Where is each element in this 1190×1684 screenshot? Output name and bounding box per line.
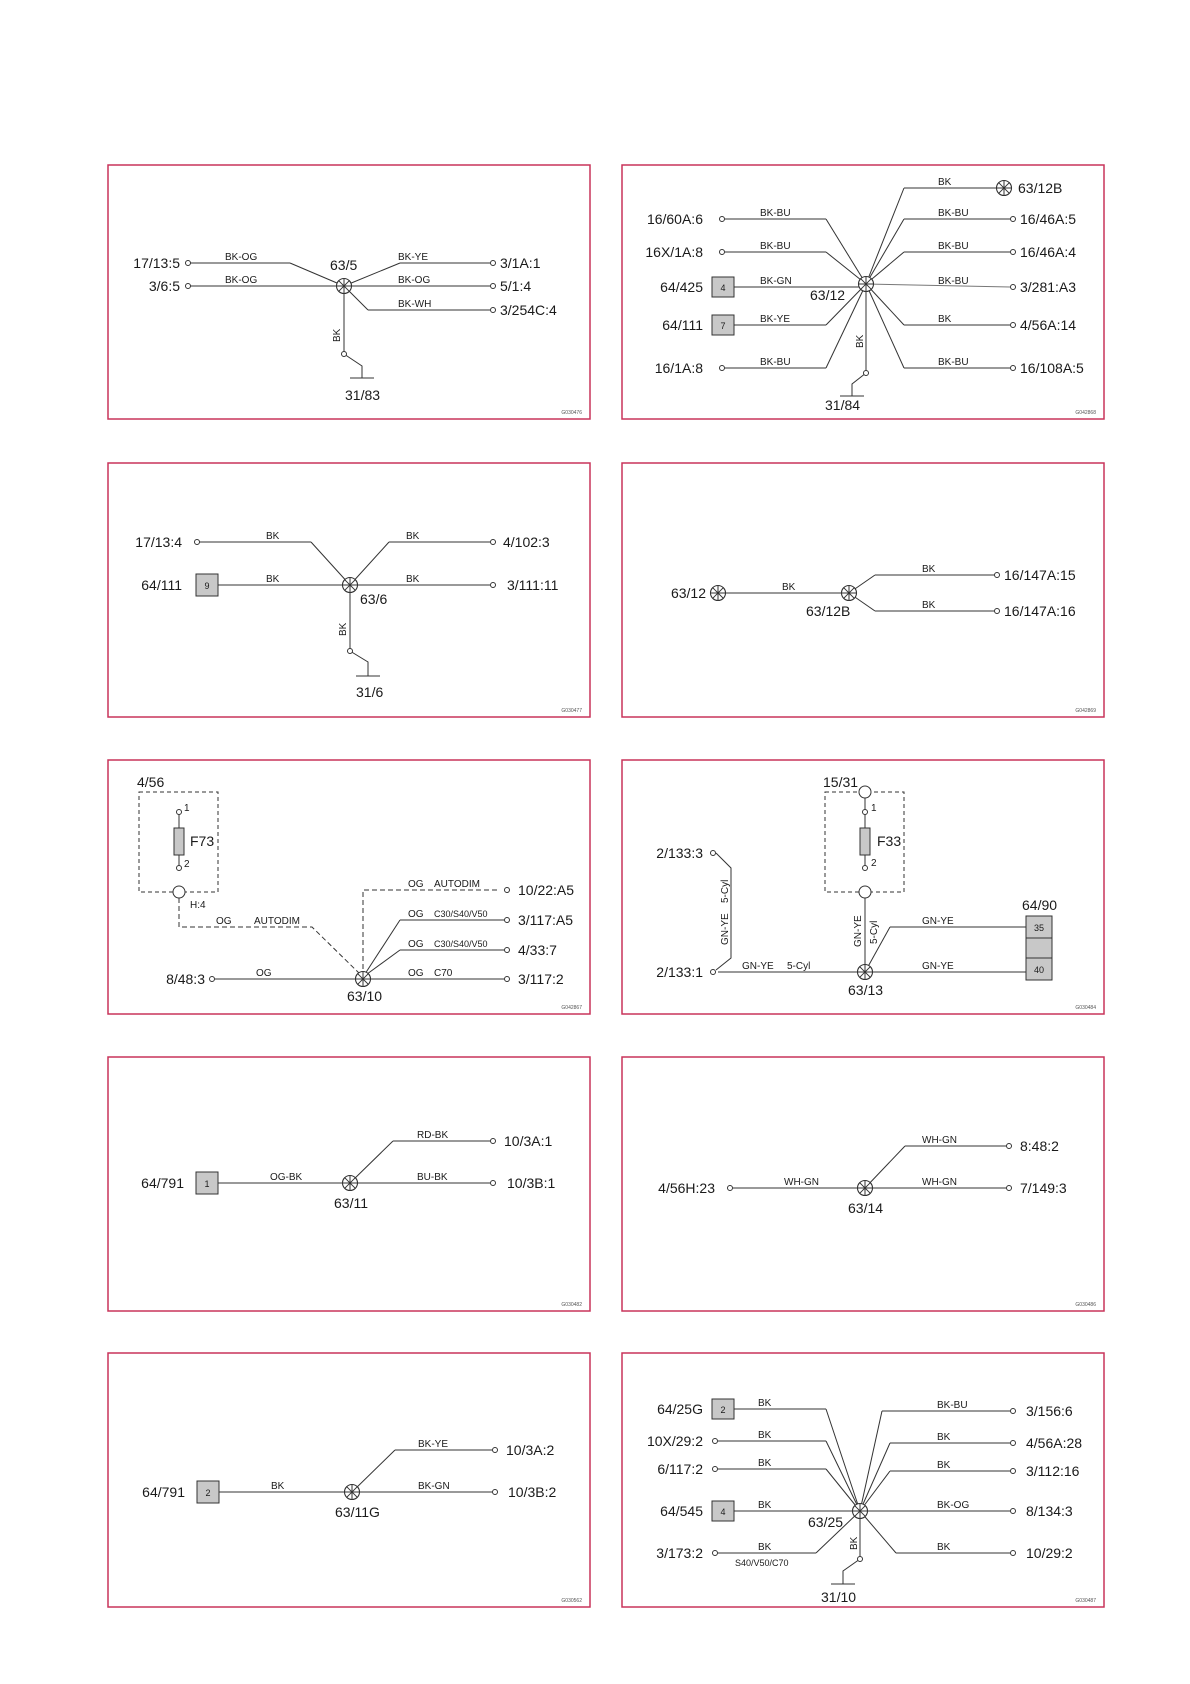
wire-color-label: BK — [938, 314, 952, 325]
connector-label: 3/254C:4 — [500, 302, 557, 318]
connector-label: 63/12 — [670, 585, 706, 601]
fuse-label: F73 — [190, 833, 215, 849]
wire-color-label: GN-YE — [922, 916, 954, 927]
connector-label: 64/111 — [662, 317, 703, 333]
wire-color-label: BK — [332, 328, 343, 342]
connector-label: 3/281:A3 — [1020, 279, 1077, 295]
ground-label: 31/6 — [356, 684, 384, 700]
pin-number: 4 — [720, 1507, 726, 1517]
connector-label: 3/173:2 — [656, 1545, 703, 1561]
connector-label: 4/102:3 — [503, 534, 550, 550]
figure-code: G030476 — [561, 410, 582, 416]
figure-code: G030482 — [561, 1302, 582, 1308]
pin-number: 40 — [1033, 965, 1045, 975]
splice-label: 63/5 — [330, 257, 358, 273]
connector-label: 64/791 — [141, 1175, 184, 1191]
connector-label: 10/22:A5 — [518, 882, 575, 898]
figure-code: G030484 — [1075, 1005, 1096, 1011]
wire-color-label: BK — [266, 574, 280, 585]
wire-color-label: BK — [855, 334, 866, 348]
splice-label: 63/11 — [334, 1195, 368, 1211]
connector-label: 64/90 — [1022, 897, 1058, 913]
connector-label: 3/1A:1 — [500, 255, 541, 271]
connector-label: 2/133:1 — [656, 964, 703, 980]
wire-color-label: BK-BU — [938, 241, 969, 252]
connector-label: 8/48:3 — [166, 971, 205, 987]
wire-color-label: BK-BU — [760, 208, 791, 219]
fuse-label: F33 — [877, 833, 902, 849]
wire-color-label: OG — [408, 909, 424, 920]
connector-label: 16/46A:4 — [1020, 244, 1077, 260]
connector-label: 3/112:16 — [1026, 1463, 1080, 1479]
splice-icon — [853, 1504, 868, 1519]
wire-color-label: BK-GN — [760, 276, 792, 287]
connector-label: 16/108A:5 — [1020, 360, 1084, 376]
pin-number: 2 — [720, 1405, 726, 1415]
wire-note-label: S40/V50/C70 — [735, 1558, 789, 1568]
wire-color-label: BU-BK — [417, 1172, 448, 1183]
connector-label: 3/117:2 — [518, 971, 564, 987]
wire-color-label: BK — [338, 622, 349, 636]
splice-label: 63/10 — [347, 988, 383, 1004]
wire-note-label: AUTODIM — [434, 879, 480, 890]
connector-label: 16/147A:16 — [1004, 603, 1076, 619]
connector-label: 6/117:2 — [657, 1461, 703, 1477]
pin-number: 1 — [204, 1179, 210, 1189]
wire-color-label: GN-YE — [922, 961, 954, 972]
figure-code: G030562 — [561, 1598, 582, 1604]
connector-label: 8/134:3 — [1026, 1503, 1073, 1519]
figure-code: G030477 — [561, 708, 582, 714]
splice-icon — [842, 586, 857, 601]
connector-label: 16X/1A:8 — [645, 244, 703, 260]
wire-color-label: BK — [406, 574, 420, 585]
wire-color-label: OG — [256, 968, 272, 979]
panel-p10 — [712, 1399, 1016, 1584]
ground-label: 31/84 — [825, 397, 861, 413]
connector-label: 4/56A:28 — [1026, 1435, 1083, 1451]
connector-label: 64/791 — [142, 1484, 185, 1500]
splice-icon — [858, 1181, 873, 1196]
wire-color-label: BK-OG — [398, 275, 431, 286]
wire-color-label: BK-YE — [760, 314, 791, 325]
wire-color-label: BK — [922, 564, 936, 575]
connector-label: 64/545 — [660, 1503, 703, 1519]
connector-label: 10/3A:2 — [506, 1442, 555, 1458]
panel-p3 — [195, 540, 496, 677]
wire-color-label: BK — [758, 1500, 772, 1511]
ground-label: 31/10 — [821, 1589, 857, 1605]
connector-label: 4/56H:23 — [658, 1180, 715, 1196]
pin-number: 9 — [204, 581, 210, 591]
wire-color-label: BK-OG — [225, 275, 258, 286]
wire-color-label: OG — [408, 879, 424, 890]
splice-label: 63/14 — [848, 1200, 884, 1216]
connector-label: 16/1A:8 — [654, 360, 703, 376]
splice-label: 63/6 — [360, 591, 388, 607]
splice-icon — [343, 578, 358, 593]
wire-color-label: BK — [937, 1432, 951, 1443]
panel-p2 — [712, 188, 1016, 396]
wire-note-label: 5-Cyl — [787, 961, 811, 972]
wire-color-label: BK-BU — [760, 357, 791, 368]
wire-color-label: GN-YE — [853, 915, 864, 947]
connector-label: 16/147A:15 — [1004, 567, 1076, 583]
wire-note-label: C30/S40/V50 — [434, 909, 488, 919]
wire-color-label: GN-YE — [720, 913, 731, 945]
splice-icon — [337, 279, 352, 294]
fuse-box-label: 4/56 — [137, 774, 165, 790]
fuse-box-label: 15/31 — [823, 774, 859, 790]
wire-color-label: WH-GN — [922, 1135, 957, 1146]
connector-label: 3/6:5 — [148, 278, 180, 294]
connector-label: 64/111 — [141, 577, 182, 593]
fuse-pin-label: 1 — [184, 803, 190, 814]
ground-label: 31/83 — [345, 387, 381, 403]
wire-note-label: 5-Cyl — [869, 920, 880, 944]
wire-color-label: BK-YE — [398, 252, 429, 263]
pin-number: 35 — [1033, 923, 1045, 933]
wire-color-label: BK — [758, 1398, 772, 1409]
wire-color-label: BK — [782, 582, 796, 593]
wire-color-label: BK — [937, 1542, 951, 1553]
connector-label: 10/29:2 — [1026, 1545, 1073, 1561]
connector-label: 3/117:A5 — [518, 912, 574, 928]
connector-label: 5/1:4 — [500, 278, 532, 294]
connector-label: 16/60A:6 — [646, 211, 703, 227]
splice-icon — [345, 1485, 360, 1500]
connector-label: 4/56A:14 — [1020, 317, 1077, 333]
wire-color-label: BK — [758, 1458, 772, 1469]
fuse-pin-label: 1 — [871, 803, 877, 814]
wire-color-label: BK-WH — [398, 299, 432, 310]
wire-color-label: OG — [216, 916, 232, 927]
wire-color-label: BK-OG — [937, 1500, 970, 1511]
pin-number: 4 — [720, 283, 726, 293]
wire-color-label: BK — [758, 1430, 772, 1441]
connector-label: 17/13:5 — [133, 255, 180, 271]
wire-color-label: BK-GN — [418, 1481, 450, 1492]
wire-note-label: C30/S40/V50 — [434, 939, 488, 949]
fuse-pin-label: 2 — [871, 858, 877, 869]
splice-label: 63/12B — [806, 603, 851, 619]
wire-color-label: GN-YE — [742, 961, 774, 972]
wire-color-label: BK — [271, 1481, 285, 1492]
connector-label: 3/111:11 — [507, 577, 559, 593]
wire-color-label: OG-BK — [270, 1172, 303, 1183]
connector-label: 3/156:6 — [1026, 1403, 1073, 1419]
connector-label: 10/3A:1 — [504, 1133, 553, 1149]
panel-frame — [108, 1353, 590, 1607]
wire-color-label: OG — [408, 968, 424, 979]
splice-icon — [343, 1176, 358, 1191]
wire-color-label: WH-GN — [784, 1177, 819, 1188]
wire-color-label: BK-OG — [225, 252, 258, 263]
connector-label: 16/46A:5 — [1020, 211, 1077, 227]
figure-code: G042867 — [561, 1005, 582, 1011]
wire-color-label: BK — [937, 1460, 951, 1471]
wire-color-label: BK — [849, 1536, 860, 1550]
panel-p4 — [725, 573, 1000, 614]
pin-number: 7 — [720, 321, 726, 331]
wire-note-label: C70 — [434, 968, 453, 979]
splice-icon — [711, 586, 726, 601]
wire-color-label: BK — [406, 531, 420, 542]
connector-label: 63/12B — [1018, 180, 1063, 196]
wire-color-label: BK-BU — [938, 357, 969, 368]
wire-color-label: BK — [266, 531, 280, 542]
connector-label: 8:48:2 — [1020, 1138, 1059, 1154]
wire-color-label: BK-BU — [938, 208, 969, 219]
connector-label: 10X/29:2 — [646, 1433, 703, 1449]
connector-label: 10/3B:2 — [508, 1484, 557, 1500]
wire-color-label: BK — [938, 177, 952, 188]
wire-color-label: WH-GN — [922, 1177, 957, 1188]
wire-color-label: BK — [922, 600, 936, 611]
splice-label: 63/11G — [335, 1504, 380, 1520]
wire-color-label: BK-BU — [937, 1400, 968, 1411]
connector-label: 17/13:4 — [135, 534, 182, 550]
figure-code: G042868 — [1075, 410, 1096, 416]
wire-note-label: 5-Cyl — [720, 879, 731, 903]
connector-label: 64/425 — [660, 279, 703, 295]
wire-note-label: AUTODIM — [254, 916, 300, 927]
connector-label: 10/3B:1 — [507, 1175, 556, 1191]
figure-code: G030486 — [1075, 1302, 1096, 1308]
splice-icon — [859, 277, 874, 292]
splice-icon — [997, 181, 1012, 196]
connector-label: 64/25G — [657, 1401, 703, 1417]
splice-icon — [858, 965, 873, 980]
pin-number: 2 — [205, 1488, 211, 1498]
wire-color-label: BK-BU — [938, 276, 969, 287]
wire-color-label: BK-YE — [418, 1439, 449, 1450]
connector-label: 2/133:3 — [656, 845, 703, 861]
splice-label: 63/13 — [848, 982, 884, 998]
wire-color-label: RD-BK — [417, 1130, 449, 1141]
connector-label: 4/33:7 — [518, 942, 557, 958]
wire-color-label: OG — [408, 939, 424, 950]
splice-icon — [356, 972, 371, 987]
figure-code: G030487 — [1075, 1598, 1096, 1604]
fuse-pin-label: 2 — [184, 859, 190, 870]
fuse-output-label: H:4 — [190, 900, 206, 911]
panel-p6 — [711, 786, 1053, 980]
splice-label: 63/12 — [810, 287, 846, 303]
panel-frame — [622, 1353, 1104, 1607]
wire-color-label: BK — [758, 1542, 772, 1553]
wire-color-label: BK-BU — [760, 241, 791, 252]
connector-label: 7/149:3 — [1020, 1180, 1067, 1196]
figure-code: G042869 — [1075, 708, 1096, 714]
splice-label: 63/25 — [808, 1514, 844, 1530]
